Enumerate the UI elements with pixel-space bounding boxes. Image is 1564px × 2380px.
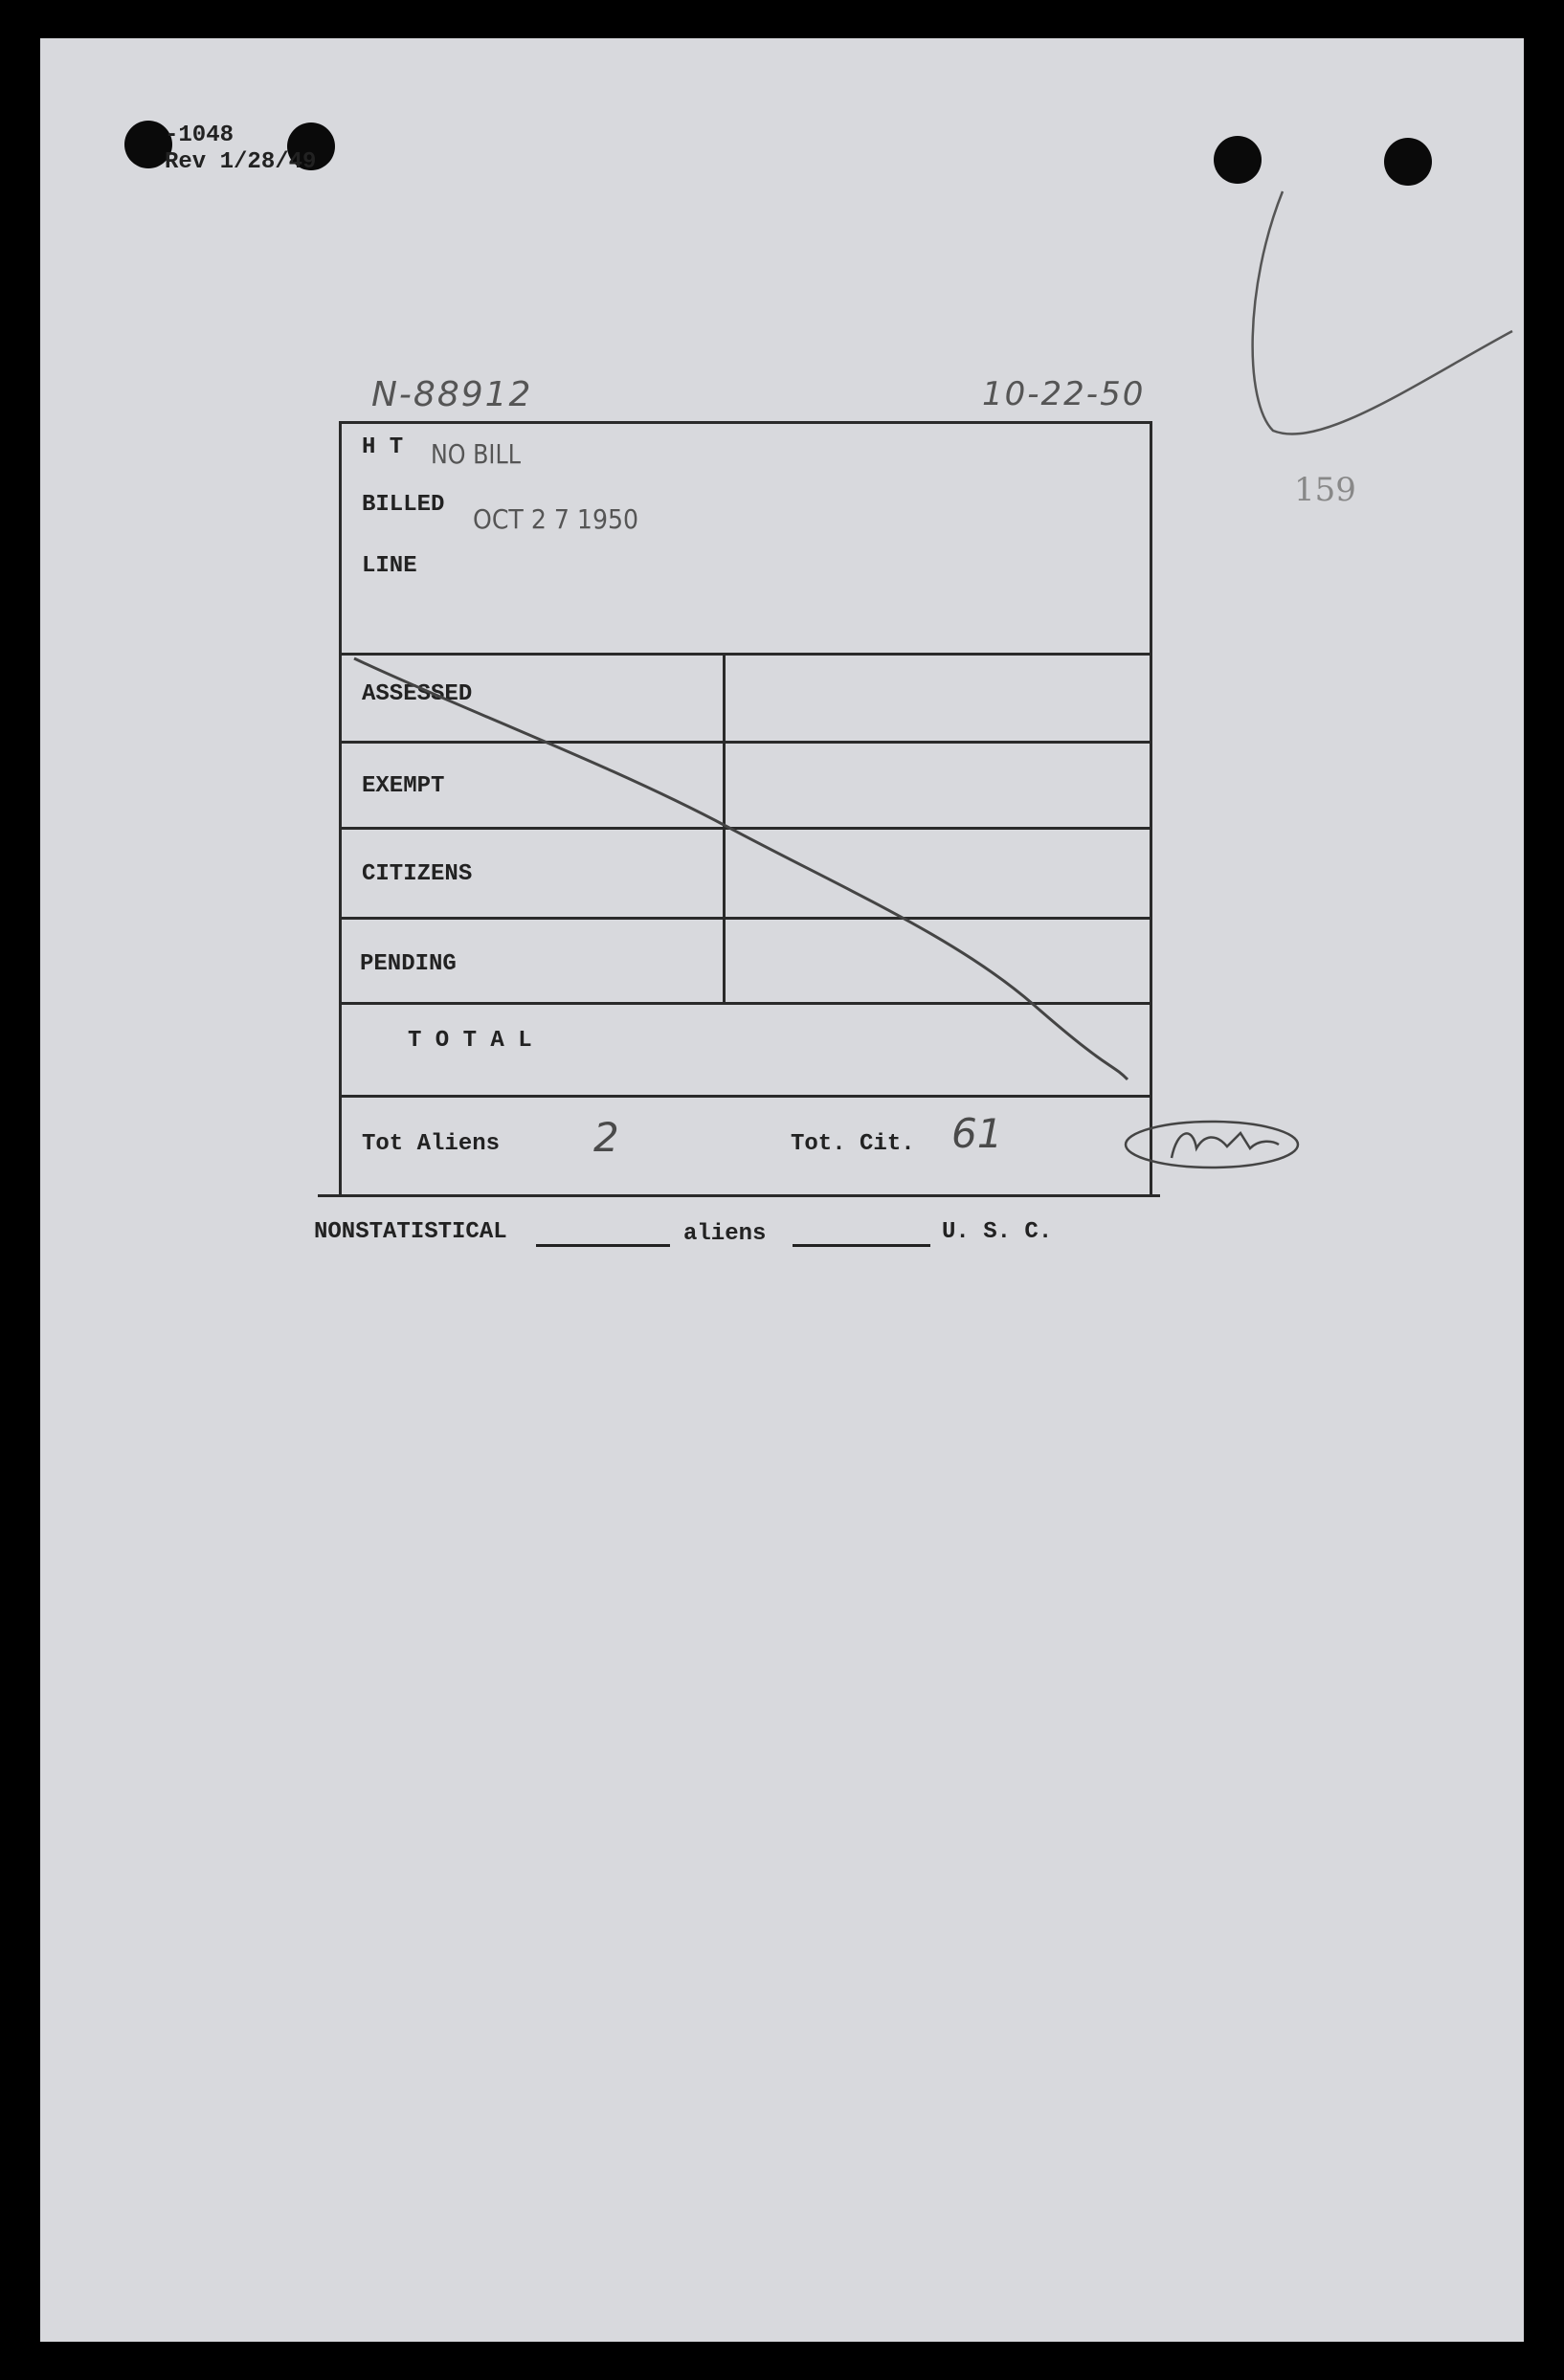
- strike-through-line: [354, 658, 1128, 1079]
- initials-scribble: [1172, 1133, 1279, 1158]
- assessed-label: ASSESSED: [362, 681, 473, 707]
- citizens-label: CITIZENS: [362, 861, 473, 887]
- billed-label: BILLED: [362, 492, 445, 518]
- exempt-label: EXEMPT: [362, 773, 445, 799]
- nonstatistical-label: NONSTATISTICAL: [314, 1219, 507, 1245]
- usc-label: U. S. C.: [942, 1219, 1053, 1245]
- ht-label: H T: [362, 434, 404, 460]
- form-code-revision: Rev 1/28/49: [165, 149, 317, 175]
- aliens-label: aliens: [683, 1221, 767, 1247]
- corner-curve-mark: [1253, 191, 1512, 434]
- total-label: T O T A L: [408, 1028, 532, 1054]
- tot-aliens-value: 2: [593, 1114, 619, 1161]
- tot-cit-value: 61: [951, 1110, 1003, 1157]
- form-code-number: -1048: [165, 122, 235, 148]
- initials-circle: [1126, 1122, 1298, 1168]
- tot-cit-label: Tot. Cit.: [791, 1131, 915, 1157]
- handwritten-date: 10-22-50: [982, 375, 1146, 413]
- page-number: 159: [1294, 471, 1356, 509]
- pending-label: PENDING: [360, 951, 457, 977]
- no-bill-stamp: NO BILL: [431, 438, 521, 470]
- tot-aliens-label: Tot Aliens: [362, 1131, 501, 1157]
- line-label: LINE: [362, 553, 417, 579]
- billed-date-stamp: OCT 2 7 1950: [473, 503, 639, 535]
- file-number: N-88912: [371, 375, 533, 414]
